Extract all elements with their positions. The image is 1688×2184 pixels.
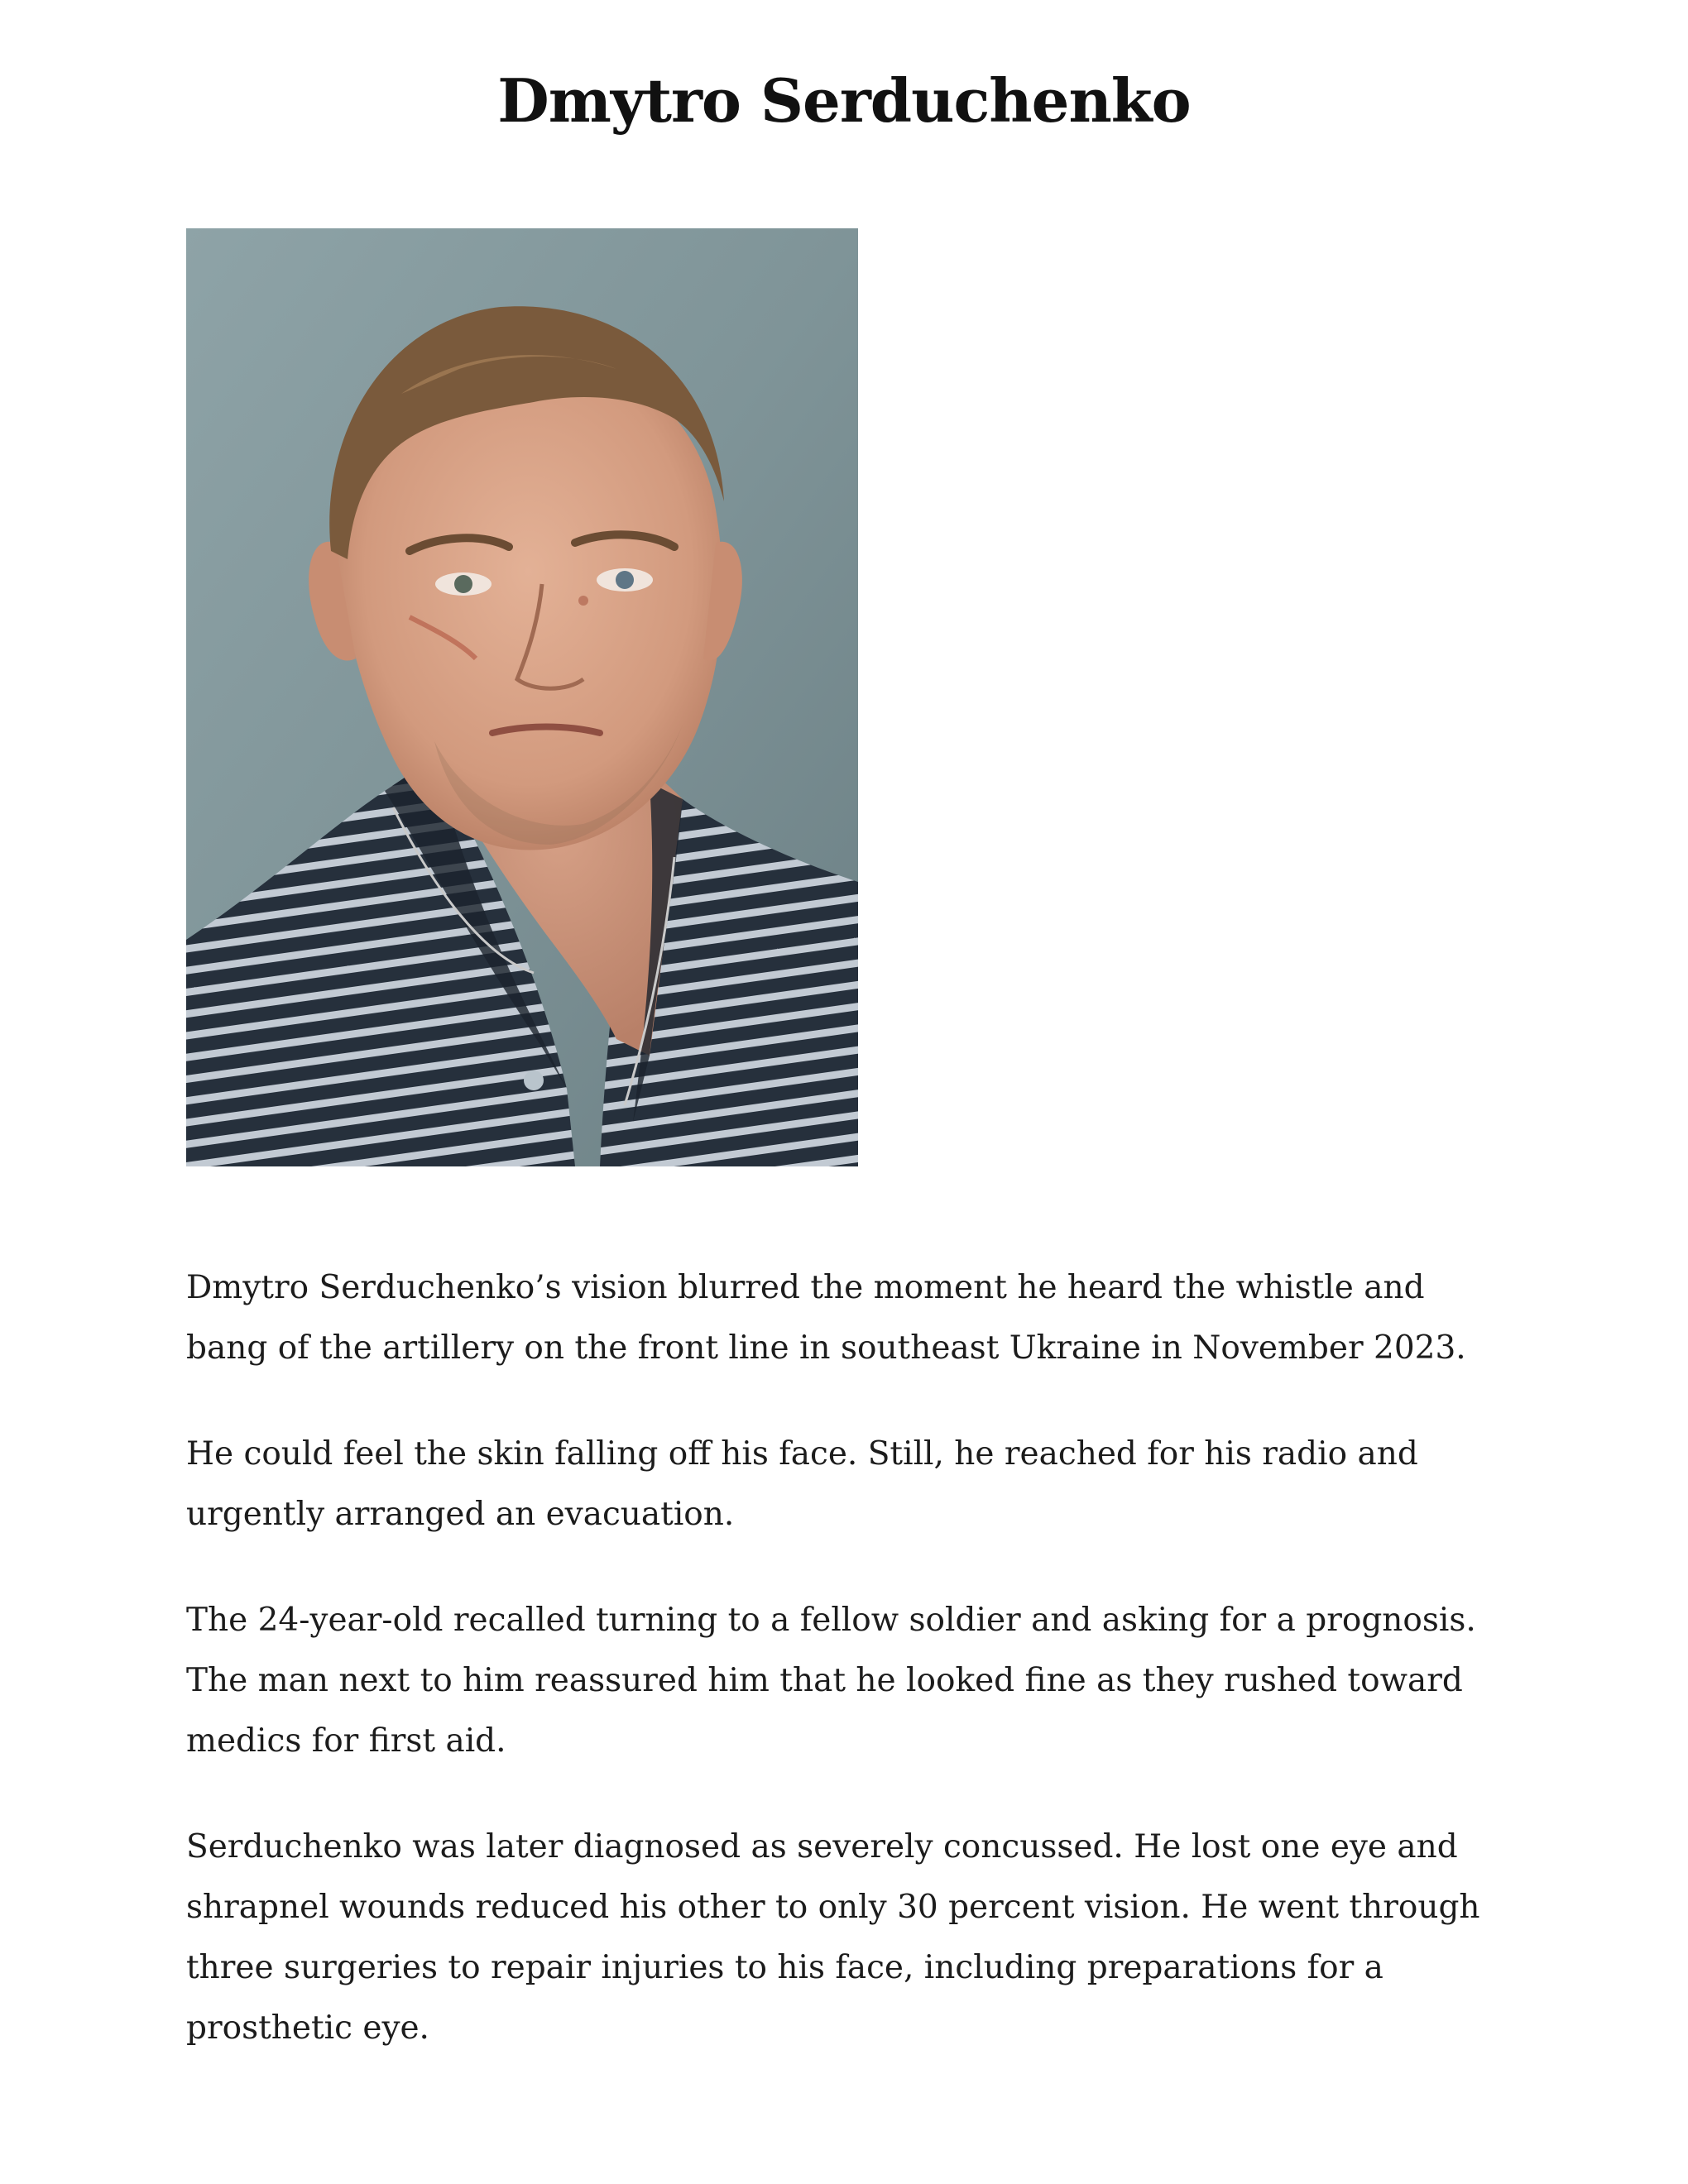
page-title: Dmytro Serduchenko xyxy=(497,65,1191,136)
portrait-illustration xyxy=(186,228,858,1166)
article-paragraph: He could feel the skin falling off his face. Still, he reached for his radio and urgently arranged an evacuation. xyxy=(186,1435,1418,1533)
article-body xyxy=(186,1257,1510,2104)
article-paragraph: Serduchenko was later diagnosed as severely concussed. He lost one eye and shrapnel wounds reduced his other to only 30 percent vision. He went through three surgeries to repair injuries to his face, including preparations for a prosthetic eye. xyxy=(186,1828,1480,2047)
article-paragraph: The 24-year-old recalled turning to a fellow soldier and asking for a prognosis. The man next to him reassured him that he looked fine as they rushed toward medics for first aid. xyxy=(186,1602,1476,1760)
article-paragraph: Dmytro Serduchenko’s vision blurred the moment he heard the whistle and bang of the artillery on the front line in southeast Ukraine in November 2023. xyxy=(186,1269,1466,1367)
portrait-photo xyxy=(186,228,858,1166)
